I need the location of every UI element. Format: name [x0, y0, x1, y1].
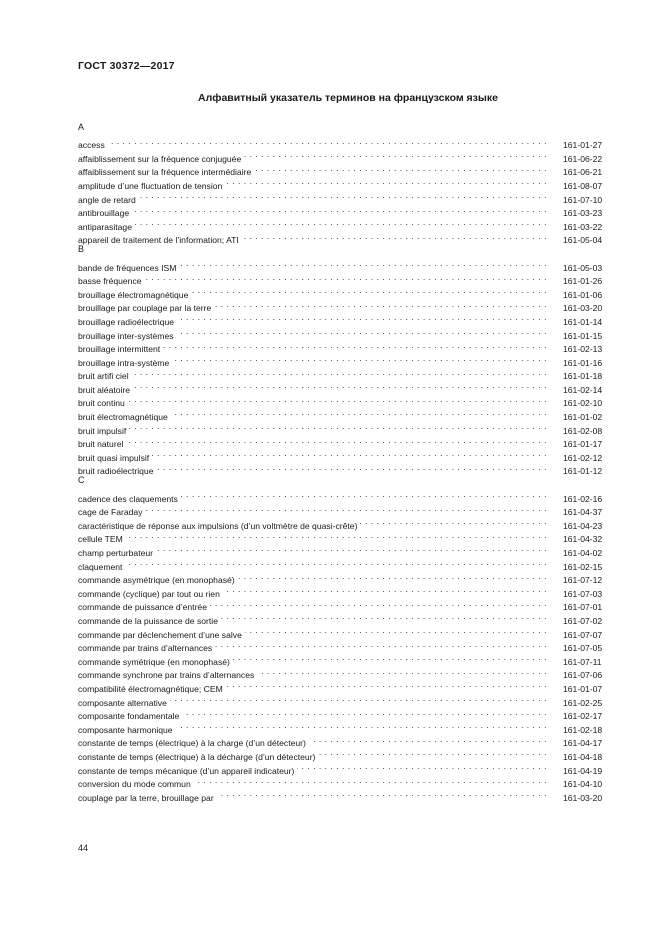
entry-code: 161-01-07 — [563, 683, 603, 694]
entry-code: 161-04-10 — [563, 779, 603, 790]
entry-code: 161-03-20 — [563, 303, 603, 314]
entry-code: 161-03-22 — [563, 221, 603, 232]
entry-code: 161-07-03 — [563, 588, 603, 599]
entry-term: bande de fréquences ISM — [78, 262, 177, 273]
dot-leader — [132, 203, 547, 217]
entry-term: cage de Faraday — [78, 507, 143, 518]
entry-code: 161-02-17 — [563, 711, 603, 722]
index-entry — [78, 420, 613, 434]
entry-code: 161-04-02 — [563, 548, 603, 558]
dot-leader — [181, 488, 547, 502]
entry-term: cadence des claquements — [78, 493, 178, 504]
dot-leader — [194, 774, 547, 788]
index-entry — [78, 447, 613, 461]
entry-code: 161-02-25 — [563, 697, 603, 708]
dot-leader — [108, 135, 547, 149]
dot-leader — [215, 638, 547, 652]
dot-leader — [156, 461, 547, 475]
entry-code: 161-07-02 — [563, 615, 603, 626]
entry-term: angle de retard — [78, 194, 136, 205]
entry-term: composante harmonique — [78, 724, 173, 735]
entry-term: brouillage électromagnétique — [78, 289, 189, 300]
dot-leader — [176, 719, 547, 733]
dot-leader — [244, 148, 547, 162]
entry-code: 161-07-01 — [563, 602, 603, 613]
dot-leader — [257, 665, 547, 679]
entry-code: 161-07-07 — [563, 629, 603, 640]
entry-term: bruit radioélectrique — [78, 466, 154, 477]
entry-code: 161-02-15 — [563, 561, 603, 572]
entry-code: 161-04-18 — [563, 751, 603, 762]
entry-term: constante de temps (électrique) à la décharge (d’un détecteur) — [78, 751, 316, 762]
dot-leader — [179, 257, 547, 271]
entry-code: 161-07-10 — [563, 194, 603, 205]
entry-term: commande de puissance d’entrée — [78, 602, 207, 613]
entry-code: 161-01-02 — [563, 412, 603, 423]
entry-term: commande de la puissance de sortie — [78, 615, 218, 626]
entry-code: 161-02-12 — [563, 452, 603, 463]
entry-term: brouillage par couplage par la terre — [78, 303, 212, 314]
dot-leader — [297, 760, 547, 774]
entry-code: 161-03-23 — [563, 208, 603, 219]
index-entry — [78, 257, 613, 271]
dot-leader — [238, 570, 547, 584]
index-entry — [78, 515, 613, 529]
entry-term: brouillage intra-système — [78, 357, 170, 368]
index-entry — [78, 488, 613, 502]
dot-leader — [309, 733, 547, 747]
dot-leader — [133, 379, 547, 393]
dot-leader — [225, 175, 547, 189]
index-entry — [78, 271, 613, 285]
dot-leader — [171, 406, 547, 420]
dot-leader — [191, 284, 547, 298]
term-index — [78, 121, 613, 801]
index-entry — [78, 461, 613, 475]
entry-code: 161-06-21 — [563, 167, 603, 178]
index-entry — [78, 502, 613, 516]
entry-code: 161-04-23 — [563, 520, 603, 531]
entry-code: 161-02-14 — [563, 384, 603, 395]
entry-term: amplitude d’une fluctuation de tension — [78, 180, 223, 191]
index-entry — [78, 393, 613, 407]
dot-leader — [135, 216, 547, 230]
entry-term: compatibilité électromagnétique; CEM — [78, 683, 223, 694]
dot-leader — [245, 624, 547, 638]
entry-code: 161-02-16 — [563, 493, 603, 504]
entry-code: 161-01-06 — [563, 289, 603, 300]
dot-leader — [139, 189, 547, 203]
entry-code: 161-01-17 — [563, 439, 603, 450]
entry-code: 161-08-07 — [563, 180, 603, 191]
entry-term: commande par trains d’alternances — [78, 643, 213, 654]
entry-code: 161-03-20 — [563, 792, 603, 803]
index-entry — [78, 406, 613, 423]
section-letter: A — [78, 122, 85, 132]
index-entry — [78, 542, 613, 556]
entry-term: commande symétrique (en monophasé) — [78, 656, 230, 667]
entry-term: brouillage intermittent — [78, 344, 161, 355]
entry-term: composante alternative — [78, 697, 167, 708]
entry-term: affaiblissement sur la fréquence conjuguée — [78, 153, 242, 164]
index-entry — [78, 216, 613, 230]
dot-leader — [126, 529, 547, 543]
entry-term: basse fréquence — [78, 276, 142, 287]
dot-leader — [177, 325, 547, 339]
dot-leader — [217, 787, 547, 801]
entry-term: brouillage inter-systèmes — [78, 330, 174, 341]
entry-term: couplage par la terre, brouillage par — [78, 792, 214, 803]
dot-leader — [318, 746, 547, 760]
entry-term: antibrouillage — [78, 208, 130, 219]
entry-code: 161-01-12 — [563, 466, 603, 477]
entry-code: 161-02-10 — [563, 398, 603, 409]
entry-term: commande asymétrique (en monophasé) — [78, 575, 235, 586]
entry-term: bruit quasi impulsif — [78, 452, 150, 463]
entry-code: 161-02-08 — [563, 425, 603, 436]
dot-leader — [132, 366, 547, 380]
dot-leader — [128, 393, 547, 407]
entry-term: caractéristique de réponse aux impulsions (d’un voltmètre de quasi-crête) — [78, 520, 358, 531]
entry-code: 161-07-06 — [563, 670, 603, 681]
entry-term: constante de temps (électrique) à la charge (d’un détecteur) — [78, 738, 306, 749]
dot-leader — [125, 556, 547, 570]
entry-code: 161-05-04 — [563, 235, 603, 246]
dot-leader — [210, 597, 547, 611]
document-code: ГОСТ 30372—2017 — [78, 60, 175, 72]
entry-term: appareil de traitement de l’information; ATI — [78, 235, 239, 246]
entry-term: commande synchrone par trains d’alternances — [78, 670, 255, 681]
index-title: Алфавитный указатель терминов на французском языке — [198, 92, 498, 104]
entry-term: affaiblissement sur la fréquence intermédiaire — [78, 167, 252, 178]
dot-leader — [242, 230, 547, 244]
dot-leader — [233, 651, 547, 665]
entry-term: conversion du mode commun — [78, 779, 191, 790]
dot-leader — [170, 692, 547, 706]
dot-leader — [126, 434, 547, 448]
entry-code: 161-01-15 — [563, 330, 603, 341]
entry-code: 161-06-22 — [563, 153, 603, 164]
entry-code: 161-04-32 — [563, 534, 603, 545]
dot-leader — [214, 298, 547, 312]
dot-leader — [146, 502, 548, 516]
entry-term: bruit naturel — [78, 439, 124, 450]
entry-code: 161-07-12 — [563, 575, 603, 586]
dot-leader — [182, 706, 547, 720]
dot-leader — [152, 447, 547, 461]
dot-leader — [226, 678, 547, 692]
index-entry — [78, 570, 613, 584]
index-entry — [78, 203, 613, 217]
dot-leader — [223, 583, 547, 597]
entry-term: commande par déclenchement d’une salve — [78, 629, 242, 640]
entry-code: 161-01-14 — [563, 316, 603, 327]
entry-code: 161-04-37 — [563, 507, 603, 518]
entry-term: cellule TEM — [78, 534, 123, 545]
page-number: 44 — [78, 843, 89, 853]
entry-term: constante de temps mécanique (d’un appareil indicateur) — [78, 765, 295, 776]
index-entry — [78, 379, 613, 393]
section-letter: B — [78, 244, 85, 255]
entry-code: 161-02-13 — [563, 344, 603, 355]
entry-term: claquement — [78, 561, 123, 572]
dot-leader — [177, 311, 547, 325]
entry-term: bruit continu — [78, 398, 125, 409]
index-entry — [78, 529, 613, 543]
section-letter: C — [78, 475, 85, 486]
dot-leader — [172, 352, 547, 366]
dot-leader — [163, 339, 547, 353]
entry-term: bruit aléatoire — [78, 384, 131, 395]
entry-term: bruit artifi ciel — [78, 371, 129, 382]
entry-code: 161-02-18 — [563, 724, 603, 735]
entry-code: 161-07-05 — [563, 643, 603, 654]
entry-code: 161-01-18 — [563, 371, 603, 382]
entry-term: commande (cyclique) par tout ou rien — [78, 588, 220, 599]
entry-code: 161-01-27 — [563, 140, 603, 151]
entry-term: bruit électromagnétique — [78, 412, 168, 423]
index-entry — [78, 284, 613, 298]
index-entry — [78, 230, 613, 244]
entry-term: composante fondamentale — [78, 711, 180, 722]
entry-term: champ perturbateur — [78, 548, 153, 558]
index-entry — [78, 434, 613, 448]
index-entry — [78, 366, 613, 380]
dot-leader — [129, 420, 547, 434]
index-entry — [78, 135, 613, 149]
entry-code: 161-04-17 — [563, 738, 603, 749]
dot-leader — [254, 162, 547, 176]
entry-code: 161-04-19 — [563, 765, 603, 776]
index-entry — [78, 148, 613, 162]
index-entry — [78, 189, 613, 203]
entry-term: access — [78, 140, 105, 151]
dot-leader — [221, 610, 547, 624]
index-entry — [78, 556, 613, 570]
entry-code: 161-05-03 — [563, 262, 603, 273]
entry-term: brouillage radioélectrique — [78, 316, 175, 327]
entry-term: antiparasitage — [78, 221, 132, 232]
dot-leader — [156, 542, 547, 556]
dot-leader — [360, 515, 547, 529]
entry-term: bruit impulsif — [78, 425, 127, 436]
entry-code: 161-07-11 — [563, 656, 602, 667]
dot-leader — [145, 271, 547, 285]
entry-code: 161-01-26 — [563, 276, 603, 287]
entry-code: 161-01-16 — [563, 357, 603, 368]
